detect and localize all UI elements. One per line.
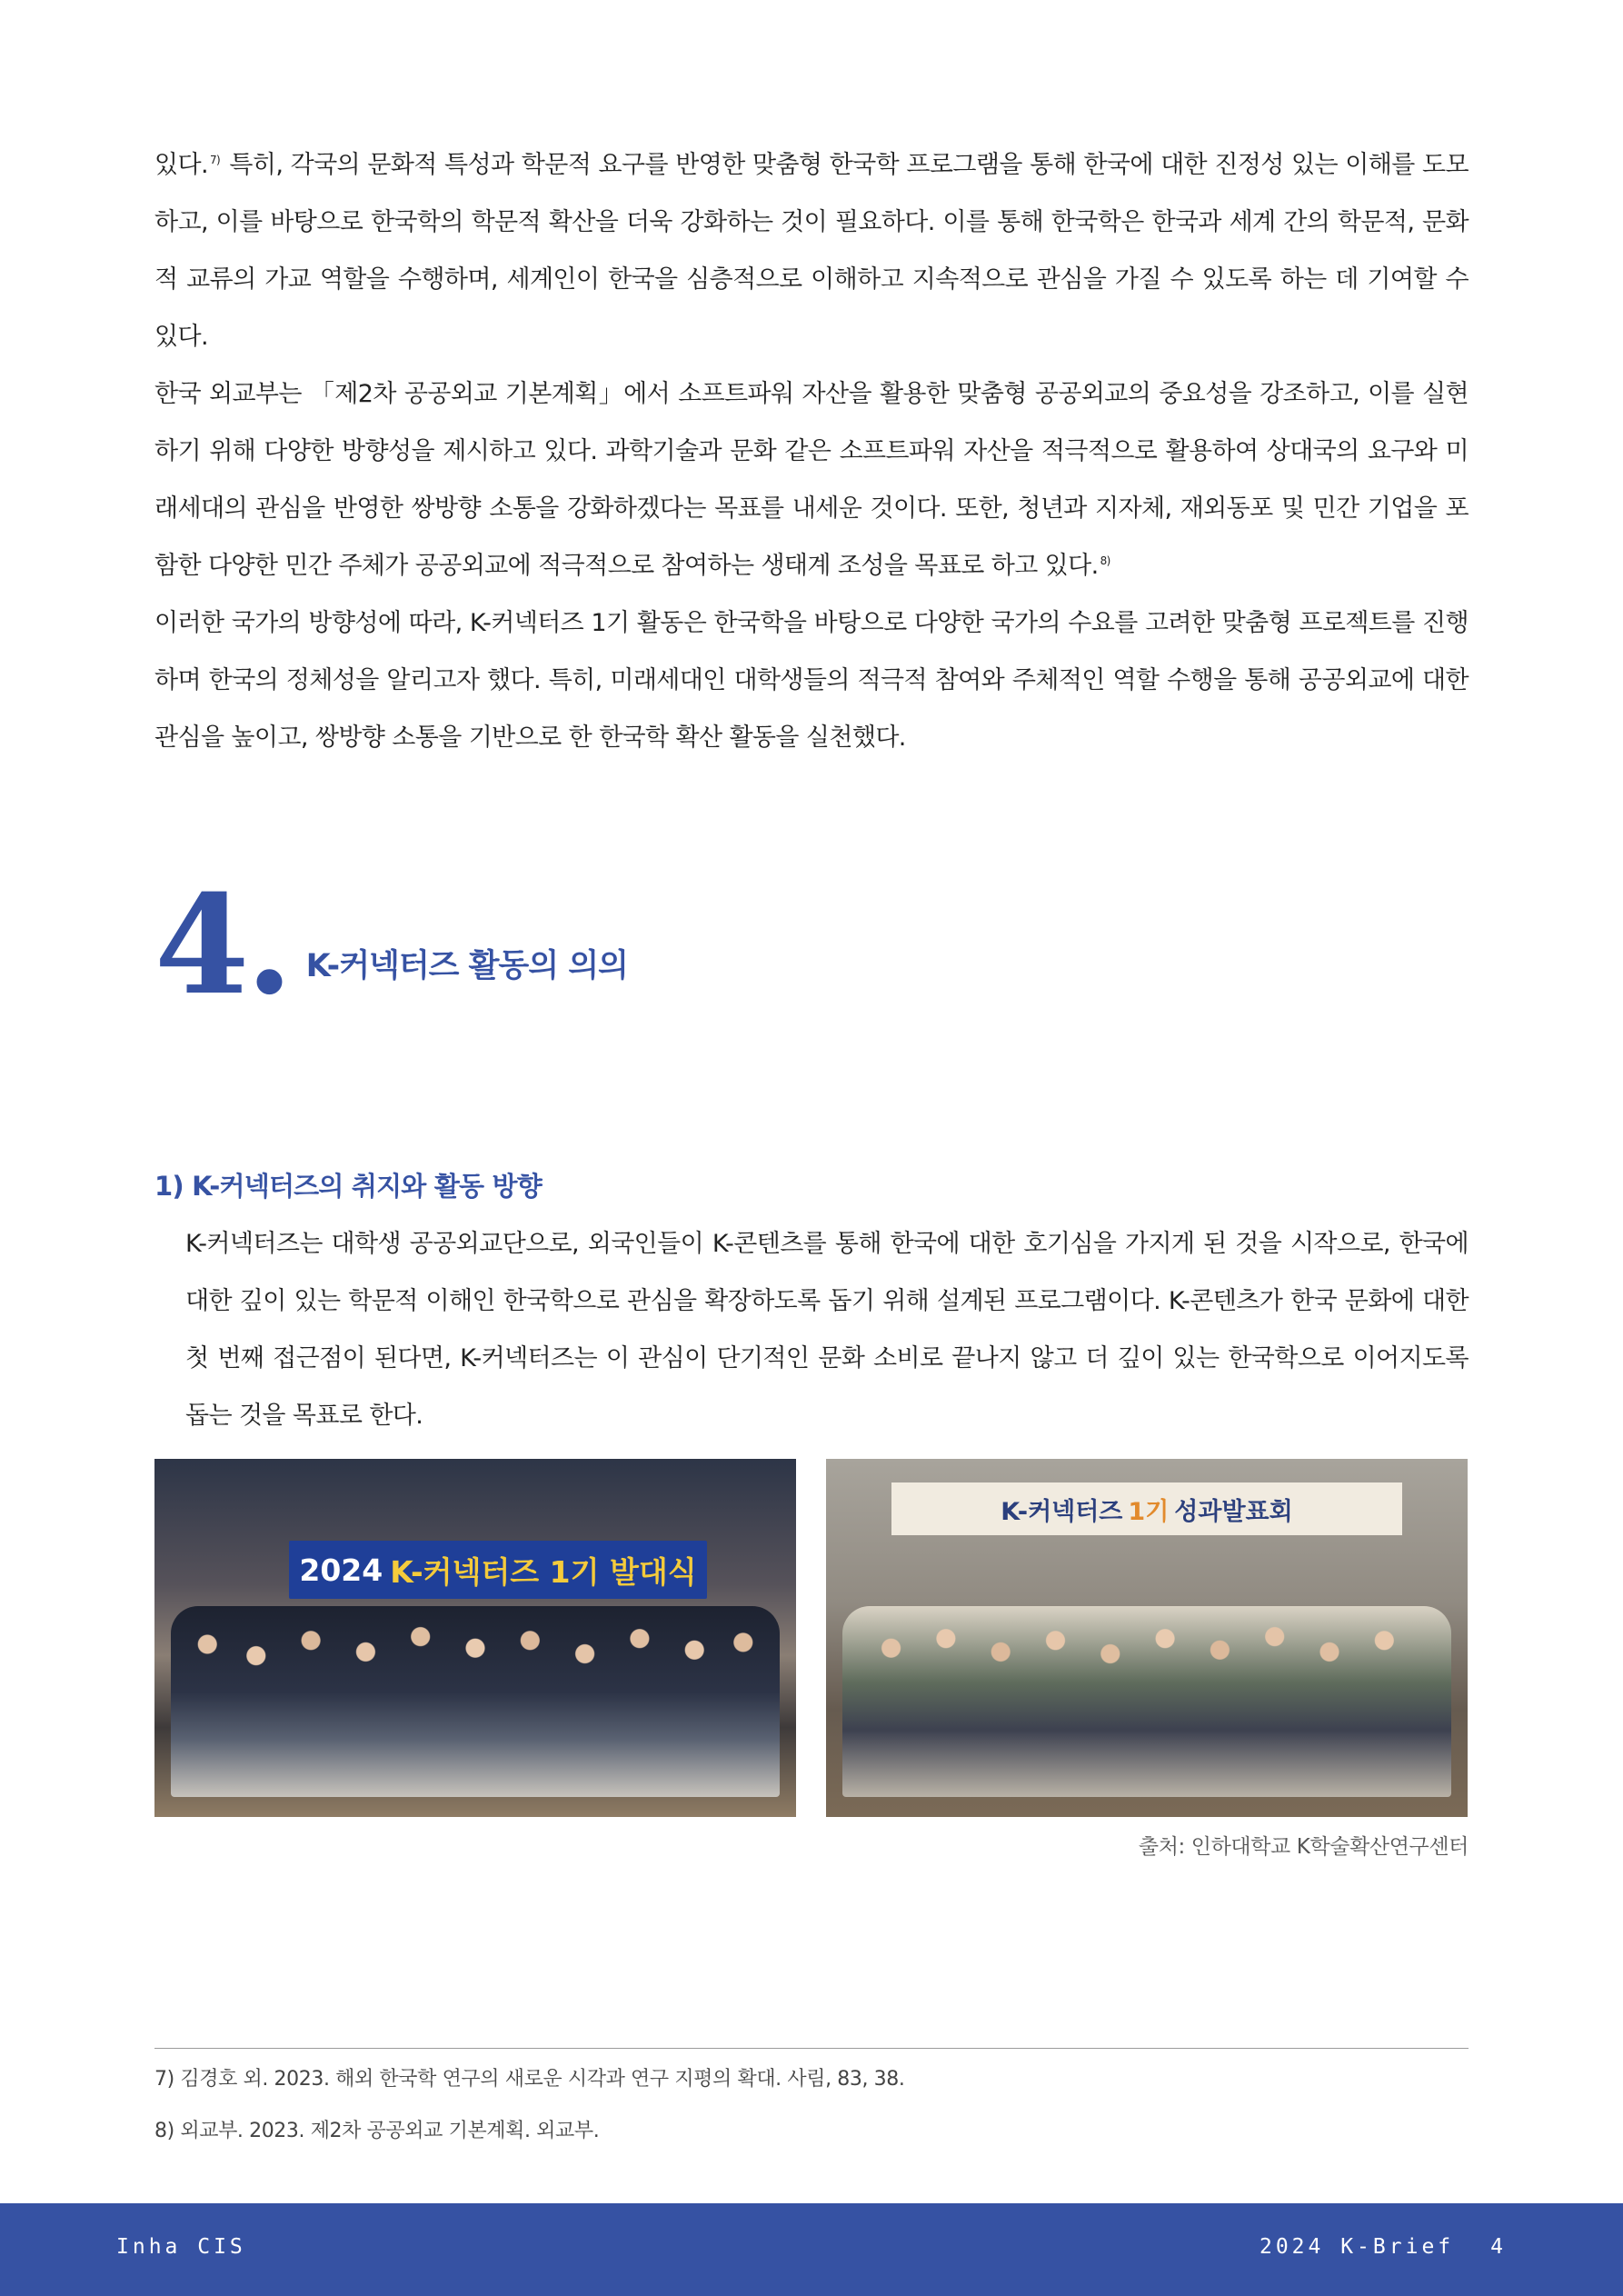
body-text — [154, 136, 1469, 766]
subsection-paragraph: K-커넥터즈는 대학생 공공외교단으로, 외국인들이 K-콘텐츠를 통해 한국에 대한 호기심을 가지게 된 것을 시작으로, 한국에 대한 깊이 있는 학문적 이해인 한국학으로 관심을 확장하도록 돕기 위해 설계된 프로그램이다. K-콘텐츠가 한국 문화에 대한 첫 번째 접근점이 된다면, K-커넥터즈는 이 관심이 단기적인 문화 소비로 끝나지 않고 더 깊이 있는 한국학으로 이어지도록 돕는 것을 목표로 한다. — [185, 1230, 1469, 1430]
footnote-ref-8[interactable]: 8) — [1100, 554, 1110, 567]
paragraph-1-start: 있다. — [154, 151, 208, 179]
paragraph-2 — [154, 365, 1469, 594]
footer-publication — [1260, 2235, 1507, 2259]
presentation-banner-title: 성과발표회 — [1174, 1497, 1293, 1526]
photo-caption: 출처: 인하대학교 K학술확산연구센터 — [1138, 1835, 1469, 1859]
paragraph-1 — [154, 136, 1469, 365]
subsection-title: 1) K-커넥터즈의 취지와 활동 방향 — [154, 1171, 542, 1202]
page-footer — [0, 2203, 1623, 2296]
footnote-8: 8) 외교부. 2023. 제2차 공공외교 기본계획. 외교부. — [154, 2120, 600, 2142]
footnote-divider — [154, 2048, 1469, 2049]
paragraph-2-text: 한국 외교부는 「제2차 공공외교 기본계획」에서 소프트파워 자산을 활용한 맞춤형 공공외교의 중요성을 강조하고, 이를 실현하기 위해 다양한 방향성을 제시하고 있다. 과학기술과 문화 같은 소프트파워 자산을 적극적으로 활용하여 상대국의 요구와 미래세대의 관심을 반영한 쌍방향 소통을 강화하겠다는 목표를 내세운 것이다. 또한, 청년과 지자체, 재외동포 및 민간 기업을 포함한 다양한 민간 주체가 공공외교에 적극적으로 참여하는 생태계 조성을 목표로 하고 있다. — [154, 380, 1469, 580]
paragraph-3: 이러한 국가의 방향성에 따라, K-커넥터즈 1기 활동은 한국학을 바탕으로 다양한 국가의 수요를 고려한 맞춤형 프로젝트를 진행하며 한국의 정체성을 알리고자 했다. 특히, 미래세대인 대학생들의 적극적 참여와 주체적인 역할 수행을 통해 공공외교에 대한 관심을 높이고, 쌍방향 소통을 기반으로 한 한국학 확산 활동을 실천했다. — [154, 609, 1469, 752]
section-heading — [154, 865, 628, 1025]
footnote-ref-7[interactable]: 7) — [209, 154, 221, 166]
section-number: 4. — [154, 865, 290, 1025]
photo-launch-ceremony — [154, 1459, 796, 1817]
page-number: 4 — [1490, 2235, 1507, 2259]
group-of-students — [171, 1606, 780, 1797]
group-of-participants — [842, 1606, 1451, 1797]
footnote-7: 7) 김경호 외. 2023. 해외 한국학 연구의 새로운 시각과 연구 지평의 확대. 사림, 83, 38. — [154, 2068, 905, 2091]
launch-banner-title: K-커넥터즈 1기 발대식 — [390, 1553, 697, 1590]
presentation-banner-name: K-커넥터즈 — [1001, 1497, 1123, 1526]
section-title: K-커넥터즈 활동의 의의 — [305, 948, 628, 984]
subsection-body — [154, 1215, 1469, 1444]
presentation-banner-cohort: 1기 — [1128, 1497, 1170, 1526]
presentation-banner — [891, 1482, 1402, 1535]
footer-org: Inha CIS — [116, 2235, 246, 2259]
photo-results-presentation — [826, 1459, 1468, 1817]
launch-banner — [289, 1541, 707, 1599]
launch-banner-year: 2024 — [299, 1552, 383, 1588]
paragraph-1-rest: 특히, 각국의 문화적 특성과 학문적 요구를 반영한 맞춤형 한국학 프로그램을 통해 한국에 대한 진정성 있는 이해를 도모하고, 이를 바탕으로 한국학의 학문적 확산을 더욱 강화하는 것이 필요하다. 이를 통해 한국학은 한국과 세계 간의 학문적, 문화적 교류의 가교 역할을 수행하며, 세계인이 한국을 심층적으로 이해하고 지속적으로 관심을 가질 수 있도록 하는 데 기여할 수 있다. — [154, 151, 1469, 351]
footer-title: 2024 K-Brief — [1259, 2235, 1455, 2259]
